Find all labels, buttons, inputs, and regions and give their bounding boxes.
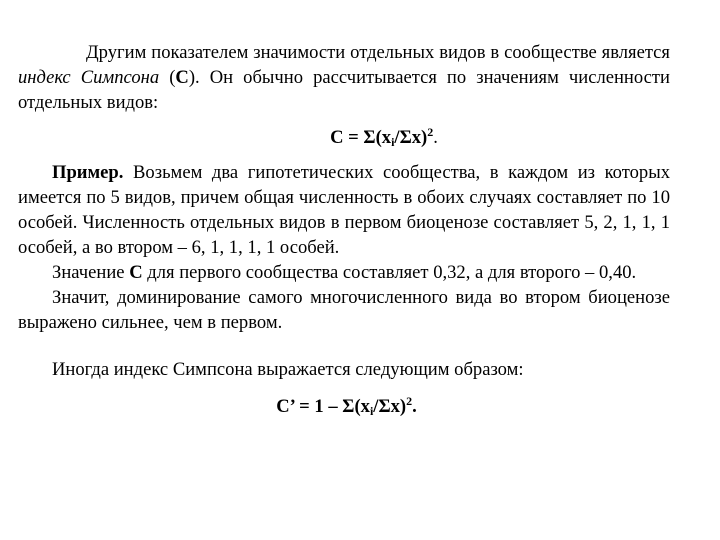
formula-exponent: 2 [427,125,434,139]
intro-paragraph [18,40,670,115]
formula-sum-close: /Σx) [394,127,428,148]
formula2-subscript: i [369,404,374,418]
value-text-end: для первого сообщества составляет 0,32, а для второго – 0,40. [142,262,637,283]
example-paragraph [18,160,670,260]
value-symbol: С [129,262,143,283]
formula2-period: . [412,396,417,417]
document-page [18,40,670,419]
conclusion-paragraph [18,285,670,335]
intro-text: Другим показателем значимости отдельных видов в сообществе является [86,42,670,63]
simpson-formula-alt [18,394,670,419]
formula-sum-open: Σ(x [363,127,392,148]
formula2-exponent: 2 [406,394,413,408]
conclusion-text: Значит, доминирование самого многочисленного вида во втором биоценозе выражено сильнее, чем в первом. [18,287,670,333]
symbol-close: ). [188,67,210,88]
example-label: Пример. [52,162,124,183]
formula-period: . [433,127,438,148]
symbol-open: ( [159,67,176,88]
formula2-sum-open: Σ(x [342,396,370,417]
example-text: Возьмем два гипотетических сообщества, в каждом из которых имеется по 5 видов, причем общая численность в обоих случаях составляет по 10 особей. Численность отдельных видов в первом биоценозе составляет 5, 2, 1, 1, 1 особей, а во втором – 6, 1, 1, 1, 1 особей. [18,162,670,258]
formula-lhs: С = [330,127,364,148]
simpson-formula [18,125,670,150]
spacer [18,335,670,357]
intro-continuation: Он обычно рассчитывается по значениям численности отдельных видов: [18,67,670,113]
formula-subscript: i [391,135,395,149]
formula2-lhs: С’ = 1 – [276,396,343,417]
value-paragraph [18,260,670,285]
alt-intro-text: Иногда индекс Симпсона выражается следующим образом: [52,359,524,380]
value-text-start: Значение [52,262,130,283]
alt-intro-paragraph [18,357,670,382]
simpson-symbol: С [175,67,189,88]
formula2-sum-close: /Σx) [373,396,407,417]
simpson-index-term: индекс Симпсона [18,67,160,88]
